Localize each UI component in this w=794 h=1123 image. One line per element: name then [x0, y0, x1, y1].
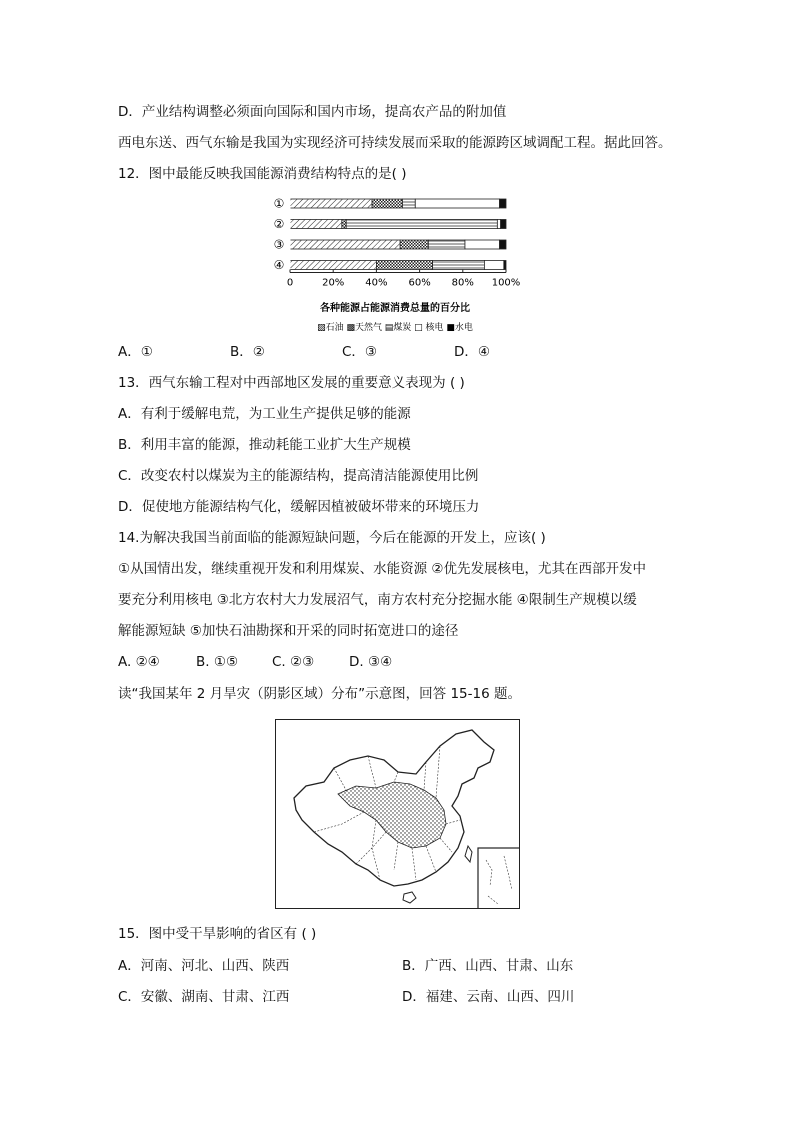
x-tick-label: 40% — [365, 277, 388, 289]
bar-segment-gas-3 — [400, 240, 428, 249]
bar-segment-coal-4 — [433, 261, 485, 270]
drought-region — [338, 782, 446, 848]
bar-segment-nuclear-2 — [497, 220, 500, 229]
bar-segment-nuclear-3 — [465, 240, 500, 249]
bar-segment-gas-1 — [372, 199, 402, 208]
q13-stem: 13．西气东输工程对中西部地区发展的重要意义表现为 ( ) — [118, 375, 465, 391]
bar-segment-oil-4 — [290, 261, 376, 270]
map-intro: 读“我国某年 2 月旱灾（阴影区域）分布”示意图，回答 15-16 题。 — [118, 686, 521, 702]
category-labels — [274, 197, 285, 273]
x-tick-label: 100% — [491, 277, 520, 289]
q14-option-c: C. ②③ — [272, 654, 315, 670]
q12-option-a: A．① — [118, 344, 153, 360]
bar-segment-oil-1 — [290, 199, 372, 208]
q14-body-line-3: 解能源短缺 ⑤加快石油勘探和开采的同时拓宽进口的途径 — [118, 623, 459, 639]
q12-option-c: C．③ — [342, 344, 378, 360]
q14-stem: 14.为解决我国当前面临的能源短缺问题，今后在能源的开发上，应该( ) — [118, 530, 546, 546]
q13-option-b: B．利用丰富的能源，推动耗能工业扩大生产规模 — [118, 437, 411, 453]
q12-option-d: D．④ — [454, 344, 490, 360]
bar-segment-gas-4 — [376, 261, 432, 270]
category-label-1: ① — [273, 196, 285, 211]
x-axis — [287, 270, 520, 289]
south-china-sea-inset — [478, 848, 520, 909]
bar-segment-hydro-3 — [500, 240, 506, 249]
energy-intro: 西电东送、西气东输是我国为实现经济可持续发展而采取的能源跨区域调配工程。据此回答。 — [118, 135, 672, 151]
q14-option-b: B. ①⑤ — [196, 654, 239, 670]
q15-stem: 15．图中受干旱影响的省区有 ( ) — [118, 926, 317, 942]
q15-option-a: A．河南、河北、山西、陕西 — [118, 958, 290, 974]
taiwan-island — [465, 846, 472, 862]
drought-map — [275, 719, 520, 909]
q14-option-d: D. ③④ — [349, 654, 393, 670]
category-label-4: ④ — [273, 258, 285, 272]
energy-consumption-chart — [270, 192, 520, 337]
q13-option-a: A．有利于缓解电荒，为工业生产提供足够的能源 — [118, 406, 411, 422]
q15-option-c: C．安徽、湖南、甘肃、江西 — [118, 989, 290, 1005]
q15-option-b: B．广西、山西、甘肃、山东 — [402, 958, 574, 974]
bar-segment-oil-2 — [290, 220, 342, 229]
x-tick-label: 80% — [451, 277, 474, 289]
category-label-3: ③ — [273, 237, 285, 252]
bar-segment-coal-1 — [402, 199, 415, 208]
chart-legend: ▨石油 ▩天然气 ▤煤炭 □ 核电 ■水电 — [317, 323, 473, 333]
x-tick-label: 60% — [408, 277, 431, 289]
bar-group — [290, 199, 506, 270]
q12-option-b: B．② — [230, 344, 265, 360]
q15-option-d: D．福建、云南、山西、四川 — [402, 989, 575, 1005]
bar-segment-gas-2 — [342, 220, 346, 229]
x-axis-label: 各种能源占能源消费总量的百分比 — [320, 303, 470, 314]
q14-option-a: A. ②④ — [118, 654, 160, 670]
q12-stem: 12．图中最能反映我国能源消费结构特点的是( ) — [118, 166, 407, 182]
bar-segment-hydro-4 — [504, 261, 506, 270]
hainan-island — [403, 892, 416, 903]
bar-segment-oil-3 — [290, 240, 400, 249]
x-tick-label: 0 — [286, 277, 294, 289]
q14-body-line-1: ①从国情出发，继续重视开发和利用煤炭、水能资源 ②优先发展核电，尤其在西部开发中 — [118, 561, 646, 577]
q13-option-c: C．改变农村以煤炭为主的能源结构，提高清洁能源使用比例 — [118, 468, 479, 484]
bar-segment-nuclear-4 — [484, 261, 503, 270]
bar-segment-coal-2 — [346, 220, 497, 229]
q13-option-d: D．促使地方能源结构气化，缓解因植被破坏带来的环境压力 — [118, 499, 480, 515]
x-tick-label: 20% — [322, 277, 345, 289]
category-label-2: ② — [273, 217, 285, 231]
bar-segment-coal-3 — [428, 240, 465, 249]
bar-segment-nuclear-1 — [415, 199, 499, 208]
china-map-outline — [276, 720, 520, 909]
bar-segment-hydro-2 — [501, 220, 506, 229]
q14-body-line-2: 要充分利用核电 ③北方农村大力发展沼气，南方农村充分挖掘水能 ④限制生产规模以缓 — [118, 592, 637, 608]
q11-option-d: D．产业结构调整必须面向国际和国内市场，提高农产品的附加值 — [118, 104, 507, 120]
bar-segment-hydro-1 — [500, 199, 506, 208]
